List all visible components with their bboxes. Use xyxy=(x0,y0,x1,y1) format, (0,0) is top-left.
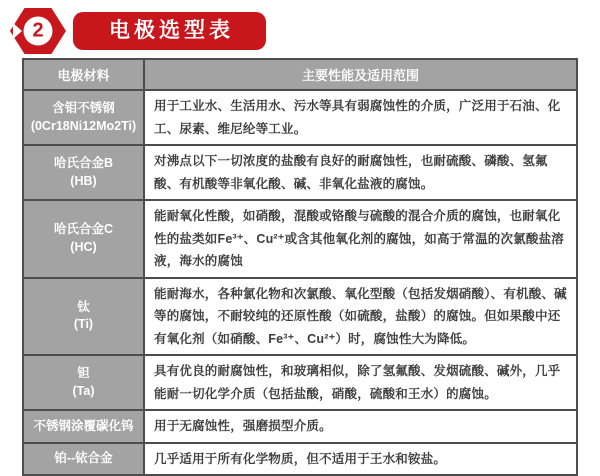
page-header xyxy=(0,0,600,54)
table-row xyxy=(23,355,577,410)
material-grade: (Ta) xyxy=(72,383,95,398)
description-cell: 能耐氧化性酸，如硝酸，混酸或铬酸与硫酸的混合介质的腐蚀，也耐氧化性的盐类如Fe³⁺、Cu²⁺或含其他氧化剂的腐蚀，如高于常温的次氯酸盐溶液，海水的腐蚀 xyxy=(144,200,577,278)
table-row xyxy=(23,443,577,476)
material-grade: (Ti) xyxy=(73,317,94,332)
material-cell xyxy=(23,410,144,443)
electrode-table xyxy=(22,58,578,476)
description-cell: 对沸点以下一切浓度的盐酸有良好的耐腐蚀性，也耐硫酸、磷酸、氢氟酸、有机酸等非氧化酸、碱、非氧化盐液的腐蚀。 xyxy=(144,145,577,200)
description-cell: 几乎适用于所有化学物质，但不适用于王水和铵盐。 xyxy=(144,443,577,476)
table-row xyxy=(23,90,577,145)
description-cell: 用于工业水、生活用水、污水等具有弱腐蚀性的介质，广泛用于石油、化工、尿素、维尼纶等工业。 xyxy=(144,90,577,145)
material-grade: (HB) xyxy=(70,173,97,188)
material-cell xyxy=(23,90,144,145)
description-cell: 具有优良的耐腐蚀性，和玻璃相似，除了氢氟酸、发烟硫酸、碱外，几乎能耐一切化学介质（包括盐酸，硝酸，硫酸和王水）的腐蚀。 xyxy=(144,355,577,410)
column-header-performance: 主要性能及适用范围 xyxy=(144,59,577,90)
description-cell: 用于无腐蚀性，强磨损型介质。 xyxy=(144,410,577,443)
column-header-material: 电极材料 xyxy=(23,59,144,90)
table-row xyxy=(23,278,577,356)
material-name: 哈氏合金B xyxy=(53,156,114,170)
material-name: 含钼不锈钢 xyxy=(52,101,115,115)
material-cell xyxy=(23,145,144,200)
material-name: 钛 xyxy=(77,299,90,314)
material-cell xyxy=(23,200,144,278)
table-header-row xyxy=(23,59,577,90)
material-cell xyxy=(23,443,144,476)
material-name: 钽 xyxy=(77,366,90,380)
page-title: 电极选型表 xyxy=(73,12,266,50)
material-cell xyxy=(23,278,144,356)
material-cell xyxy=(23,355,144,410)
section-number-badge xyxy=(10,8,66,54)
badge-number: 2 xyxy=(24,17,53,46)
table-row xyxy=(23,410,577,443)
material-name: 铂--铱合金 xyxy=(54,451,113,465)
material-grade: (0Cr18Ni12Mo2Ti) xyxy=(30,118,137,133)
material-name: 不锈钢涂覆碳化钨 xyxy=(33,418,134,433)
material-grade: (HC) xyxy=(70,239,97,254)
description-cell: 能耐海水，各种氯化物和次氯酸、氧化型酸（包括发烟硝酸）、有机酸、碱等的腐蚀，不耐较纯的还原性酸（如硫酸，盐酸）的腐蚀。但如果酸中还有氧化剂（如硝酸、Fe³⁺、Cu²⁺）时，腐蚀性大为降低。 xyxy=(144,278,577,356)
table-row xyxy=(23,145,577,200)
material-name: 哈氏合金C xyxy=(53,222,114,237)
table-row xyxy=(23,200,577,278)
